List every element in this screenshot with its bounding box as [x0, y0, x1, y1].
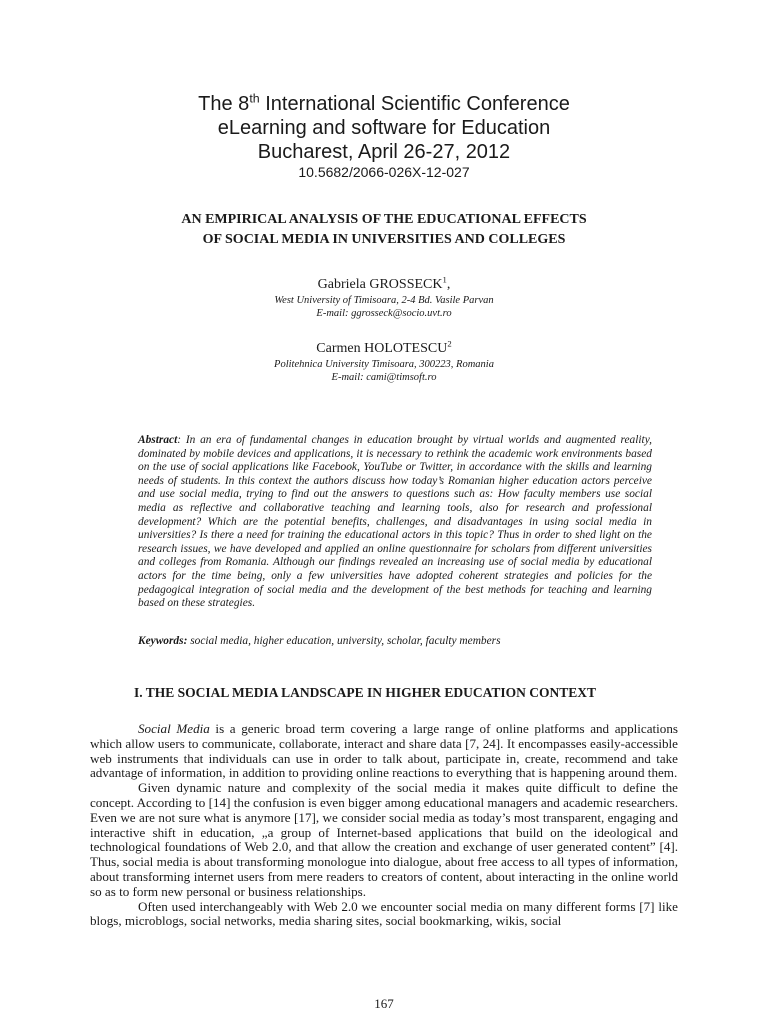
paper-title-line-1: AN EMPIRICAL ANALYSIS OF THE EDUCATIONAL EFFECTS [181, 212, 587, 227]
conference-doi: 10.5682/2066-026X-12-027 [298, 164, 470, 180]
conference-title-line [0, 92, 768, 116]
author-block-1 [0, 276, 768, 320]
paper-title-line-2: OF SOCIAL MEDIA IN UNIVERSITIES AND COLLEGES [202, 232, 566, 247]
section-heading: I. THE SOCIAL MEDIA LANDSCAPE IN HIGHER EDUCATION CONTEXT [134, 685, 596, 700]
author-name [0, 276, 768, 294]
body-paragraph-text: is a generic broad term covering a large range of online platforms and applications which allow users to communicate, collaborate, interact and share data [7, 24]. It encompasses easily-accessible web instruments that individuals can use in order to talk about, participate in, create, recommend and take advantage of information, in addition to providing online reactions to everything that is happening around them. [90, 721, 678, 781]
conference-location-date: Bucharest, April 26-27, 2012 [257, 141, 511, 163]
author-footnote-mark: 1 [442, 274, 447, 285]
body-paragraph: Often used interchangeably with Web 2.0 we encounter social media on many different forms [7] like blogs, microblogs, social networks, media sharing sites, social bookmarking, wikis, social [90, 898, 678, 929]
author-affiliation: Politehnica University Timisoara, 300223, Romania [274, 359, 494, 370]
body-term: Social Media [138, 721, 210, 736]
conference-ordinal: The 8 [198, 93, 250, 115]
author-affiliation: West University of Timisoara, 2-4 Bd. Vasile Parvan [274, 295, 494, 306]
body-paragraph [90, 722, 678, 781]
author-email: E-mail: cami@timsoft.ro [331, 372, 437, 383]
keywords-text: social media, higher education, university, scholar, faculty members [187, 635, 501, 647]
keywords-label: Keywords: [138, 635, 188, 647]
author-email: E-mail: ggrosseck@socio.uvt.ro [316, 308, 452, 319]
conference-header [0, 92, 768, 180]
author-footnote-mark: 2 [447, 338, 452, 349]
author-name-text: Gabriela GROSSECK [317, 277, 443, 292]
author-name [0, 340, 768, 358]
page-number: 167 [374, 996, 394, 1011]
abstract [138, 434, 652, 611]
author-block-2 [0, 340, 768, 384]
abstract-label: Abstract [138, 434, 178, 446]
keywords [138, 634, 652, 648]
conference-subtitle: eLearning and software for Education [217, 117, 551, 139]
conference-ordinal-suffix: th [249, 91, 260, 106]
conference-name: International Scientific Conference [259, 93, 570, 115]
abstract-text: : In an era of fundamental changes in education brought by virtual worlds and augmented reality, dominated by mobile devices and applications, it is necessary to rethink the academic work environments based on the use of social applications like Facebook, YouTube or Twitter, in accordance with the skills and learning needs of students. In this context the authors discuss how today’s Romanian higher education actors perceive and use social media, trying to find out the answers to questions such as: How faculty members use social media as reflective and collaborative teaching and learning tools, also for research and professional development? Which are the potential benefits, challenges, and disadvantages in using social media in universities? Is there a need for training the educational actors in this topic? Thus in order to shed light on the research issues, we have developed and applied an online questionnaire for scholars from different universities and colleges from Romania. Although our findings revealed an increasing use of social media by educational actors for the time being, only a few universities have adopted coherent strategies and policies for the pedagogical integration of social media and the development of the best methods for teaching and learning based on these strategies. [138, 434, 652, 610]
body-paragraph: Given dynamic nature and complexity of the social media it makes quite difficult to define the concept. According to [14] the confusion is even bigger among educational managers and academic researchers. Even we are not sure what is anymore [17], we consider social media as today’s most transparent, engaging and interactive shift in education, „a group of Internet-based applications that build on the ideological and technological foundations of Web 2.0, and that allow the creation and exchange of user generated content” [4]. Thus, social media is about transforming monologue into dialogue, about free access to all types of information, about transforming internet users from mere readers to creators of content, about interacting in the online world so as to form new personal or business relationships. [90, 780, 678, 899]
paper-title [0, 210, 768, 250]
author-name-text: Carmen HOLOTESCU [316, 341, 448, 356]
author-name-suffix: , [446, 277, 451, 292]
body-text [90, 722, 678, 929]
